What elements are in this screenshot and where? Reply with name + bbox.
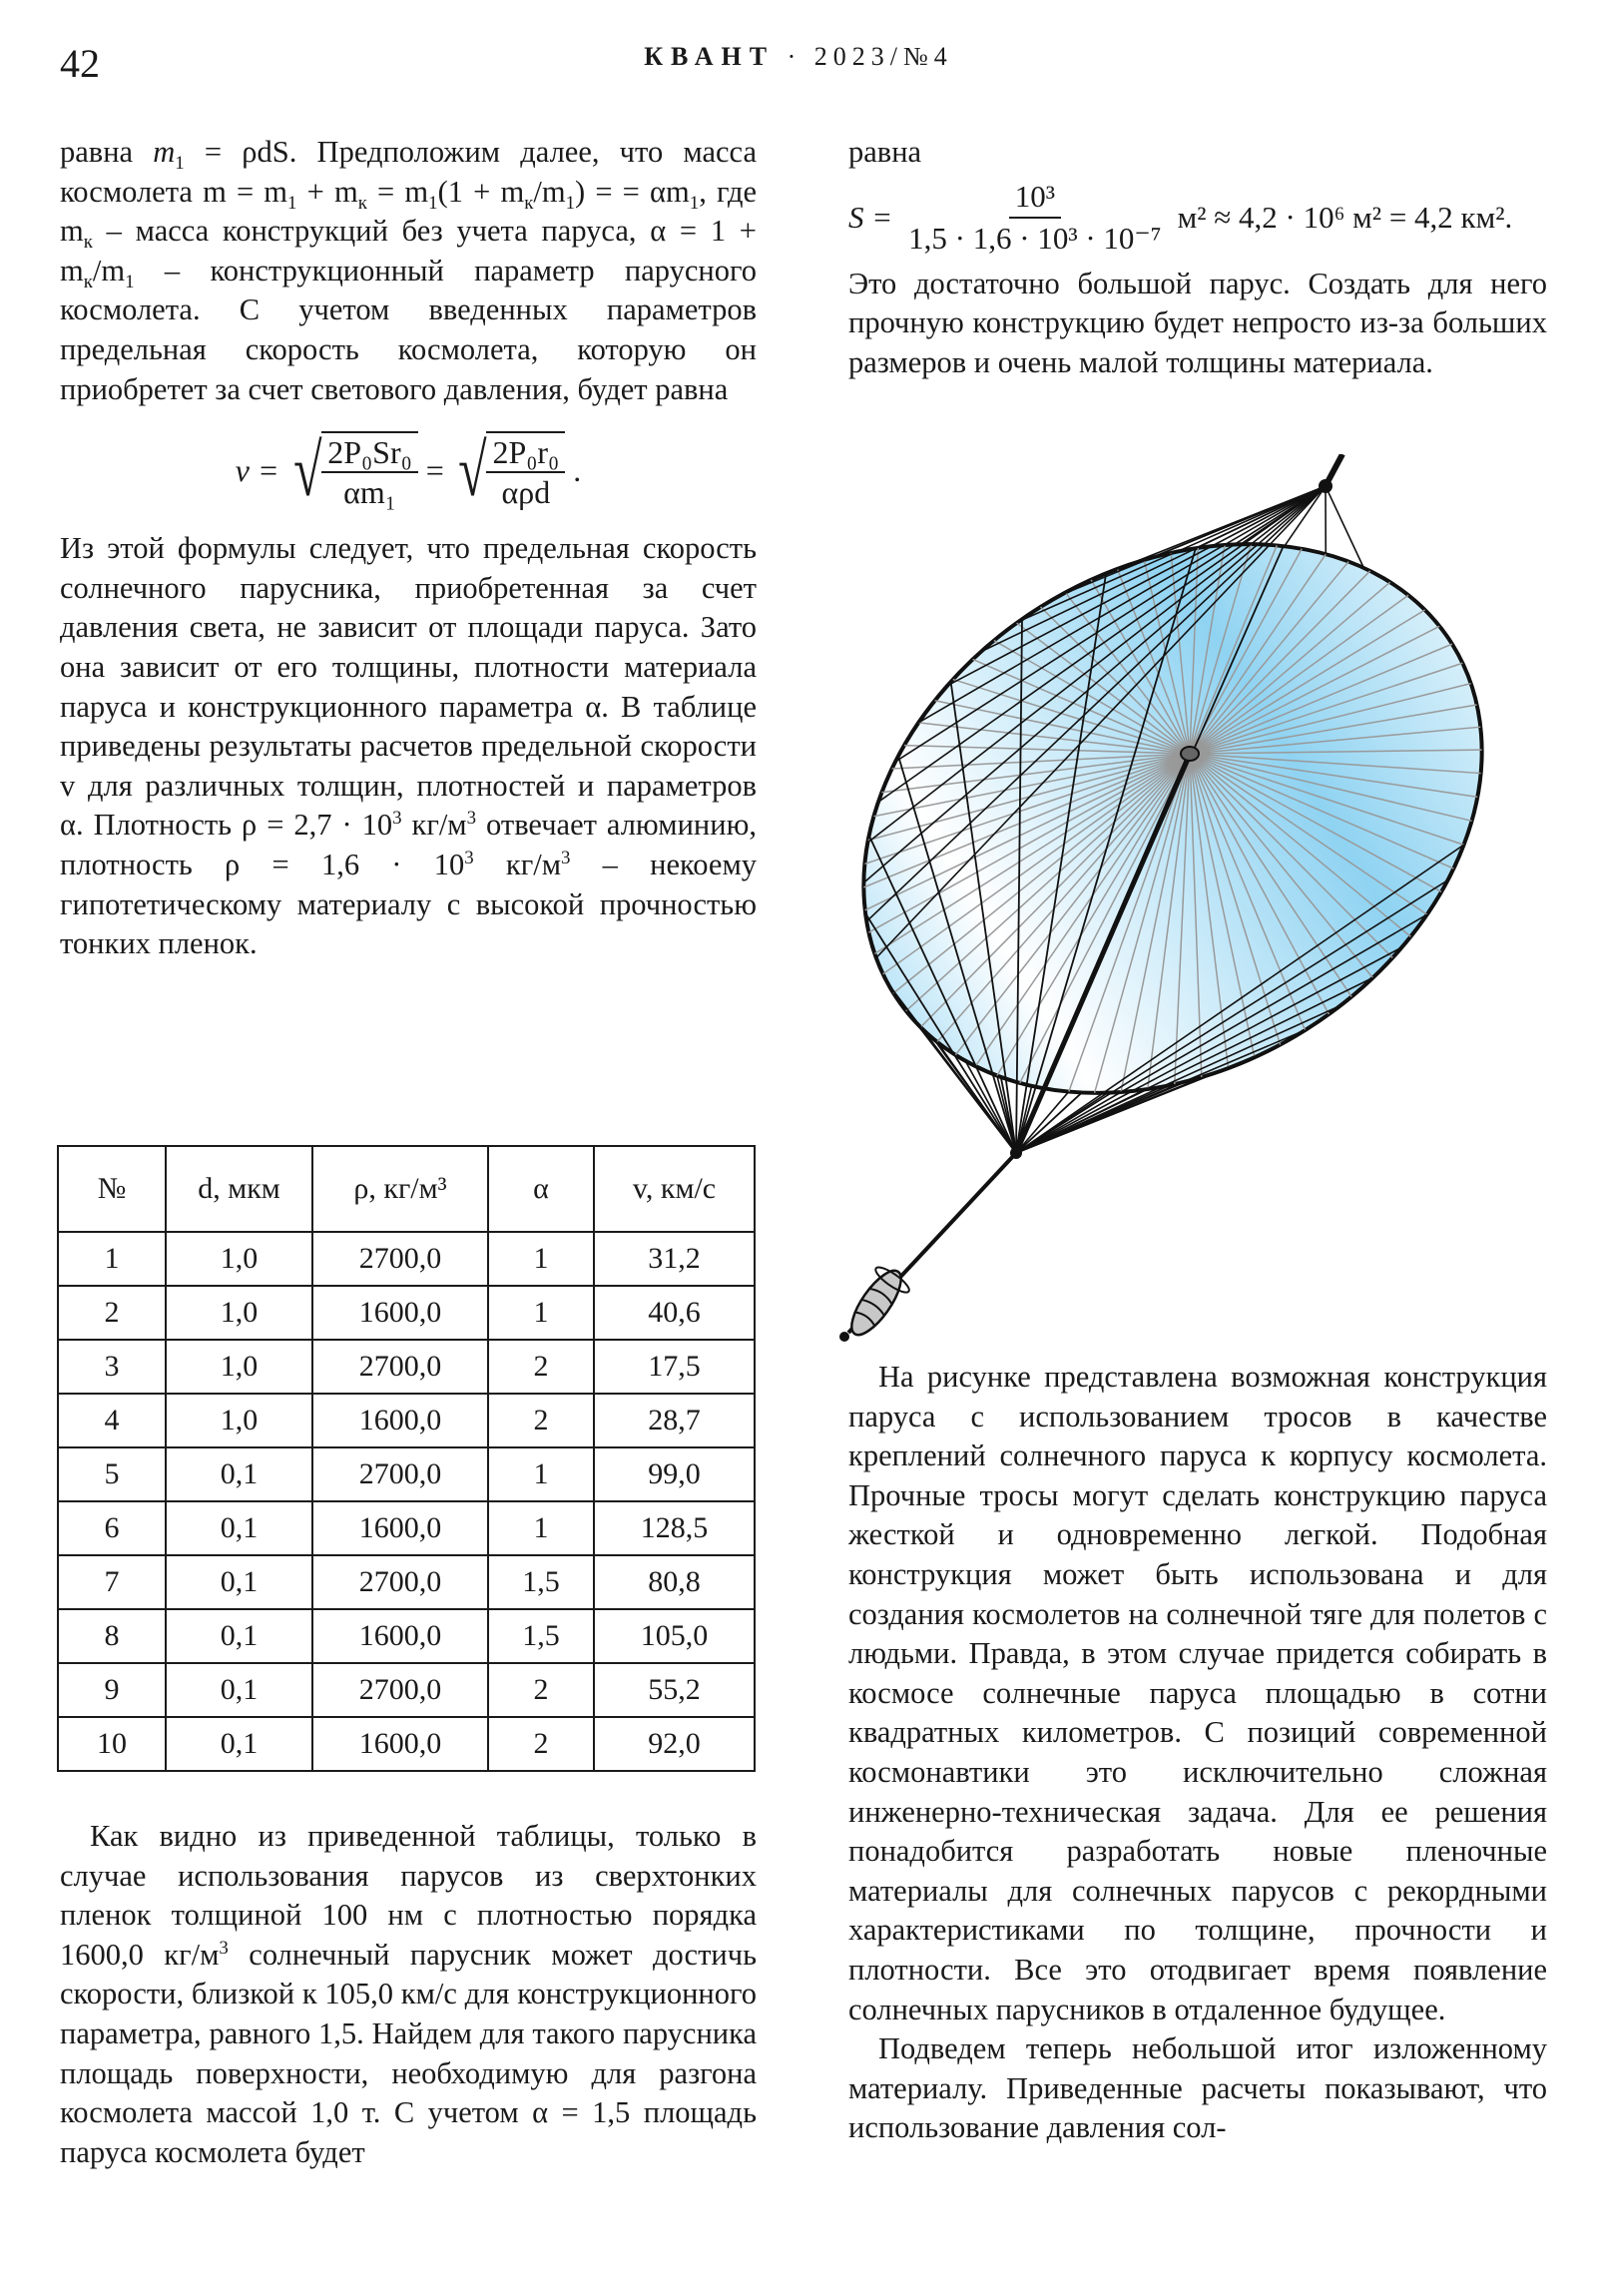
paragraph-large-sail: Это достаточно большой парус. Создать для него прочную конструкцию будет непросто из-за больших размеров и очень малой толщины материала. [848,266,1547,379]
table-row: 8 0,1 1600,0 1,5 105,0 [58,1609,755,1663]
header-alpha: α [488,1146,594,1232]
left-column-bottom [60,1817,757,2172]
top-mast [1328,454,1342,482]
sail-hub [1181,747,1199,761]
left-column [60,133,757,964]
header-separator: · [787,42,802,71]
header-velocity: v, км/с [594,1146,755,1232]
running-head [0,42,1597,72]
table-row: 4 1,0 1600,0 2 28,7 [58,1394,755,1447]
header-density: ρ, кг/м³ [312,1146,488,1232]
paragraph-table-conclusion: Как видно из приведенной таблицы, только в случае использования парусов из сверхтонких пленок толщиной 100 нм с плотностью порядка 1600,0 $кг/м^3$ солнечный парусник может достичь скорости, близкой к 105,0 км/с для конструкционного параметра, равного 1,5. Найдем для такого парусника площадь поверхности, необходимую для разгона космолета массой 1,0 т. С учетом α = 1,5 площадь паруса космолета будет [60,1819,757,2169]
page-number: 42 [60,41,100,86]
issue-number: 2023/№4 [813,42,953,71]
header-thickness: d, мкм [166,1146,312,1232]
velocity-formula: v = √ $\frac{\text{2P₀Sr₀}}{\text{αm₁}}$ = √ $\frac{\text{2P₀r₀}}{\text{αρd}}$ . [235,430,582,513]
table-row: 7 0,1 2700,0 1,5 80,8 [58,1555,755,1609]
paragraph-figure-description: На рисунке представлена возможная конструкция паруса с использованием тросов в качестве креплений солнечного паруса к корпусу космолета. Прочные тросы могут сделать конструкцию паруса жесткой и одновременно легкой. Подобная конструкция может быть использована и для создания космолетов на солнечной тяге для полетов с людьми. Правда, в этом случае придется собирать в космосе солнечные паруса площадью в сотни квадратных километров. С позиций современной космонавтики это исключительно сложная инженерно-техническая задача. Для ее решения понадобится разработать новые пленочные материалы для солнечных парусов с рекордными характеристиками по толщине, прочности и плотности. Все это отодвигает время появление солнечных парусников в отдаленное будущее. [848,1360,1547,2026]
solar-sail-figure [838,454,1557,1353]
bottom-node [1010,1147,1022,1159]
line [1196,486,1326,548]
sqrt-sign-icon: √ [457,430,487,513]
table-row: 3 1,0 2700,0 2 17,5 [58,1340,755,1394]
table-row: 9 0,1 2700,0 2 55,2 [58,1663,755,1717]
table-row: 5 0,1 2700,0 1 99,0 [58,1447,755,1501]
area-formula: S = $\frac{\text{10³}}{\text{1,5 · 1,6 · 10³ · 10⁻⁷}}$ м² ≈ 4,2 · 10⁶ м² = 4,2 км². [848,178,1513,256]
results-table [57,1145,756,1772]
table-header-row [58,1146,755,1232]
paragraph-mass: равна $m_1 = \rho dS$. Предположим далее, что масса космолета $m = m_1 + m_к = m_1(1 + m_к/m_1)$ = = $\alpha m_1$, где $m_к$ – масса конструкций без учета паруса, $\alpha = 1 + m_к/m_1$ – конструкционный параметр парусного космолета. С учетом введенных параметров предельная скорость космолета, которую он приобретет за счет светового давления, будет равна [60,135,757,406]
solar-sail-illustration-icon [838,454,1557,1353]
table-row: 2 1,0 1600,0 1 40,6 [58,1286,755,1340]
paragraph-lead: равна [848,135,922,169]
paragraph-summary: Подведем теперь небольшой итог изложенному материалу. Приведенные расчеты показывают, что использование давления сол- [848,2031,1547,2145]
table-row: 10 0,1 1600,0 2 92,0 [58,1717,755,1771]
sqrt-sign-icon: √ [292,430,322,513]
table-row: 1 1,0 2700,0 1 31,2 [58,1232,755,1286]
header-number: № [58,1146,166,1232]
journal-title: КВАНТ [644,42,776,71]
right-column-bottom [848,1358,1547,2148]
capsule-tip [839,1332,849,1342]
top-node [1319,479,1332,493]
right-column [848,133,1547,382]
table-row: 6 0,1 1600,0 1 128,5 [58,1501,755,1555]
paragraph-formula-discussion: Из этой формулы следует, что предельная скорость солнечного парусника, приобретенная за счет давления света, не зависит от площади паруса. Зато она зависит от его толщины, плотности материала паруса и конструкционного параметра α. В таблице приведены результаты расчетов предельной скорости v для различных толщин, плотностей и параметров α. Плотность $\rho = 2,7 \cdot 10^3$ $кг/м^3$ отвечает алюминию, плотность $\rho = 1,6 \cdot 10^3$ $кг/м^3$ – некоему гипотетическому материалу с высокой прочностью тонких пленок. [60,531,758,961]
